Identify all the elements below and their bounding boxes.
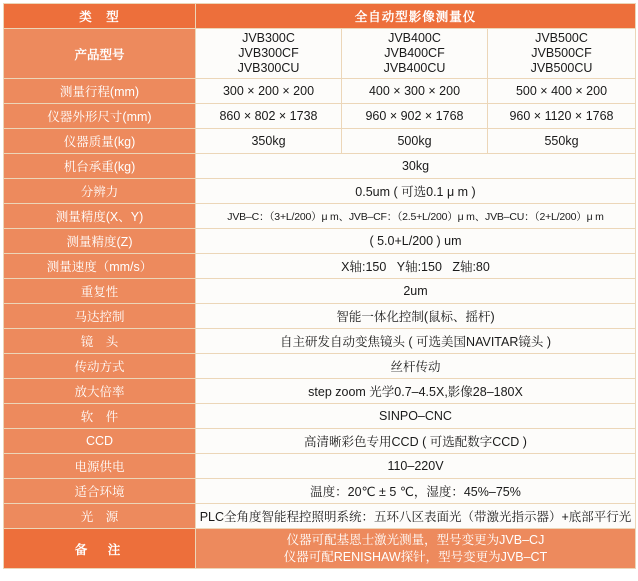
header-row xyxy=(4,4,636,29)
spec-value: 110–220V xyxy=(196,454,636,479)
spec-value: 860 × 802 × 1738 xyxy=(196,104,342,129)
spec-value: 智能一体化控制(鼠标、摇杆) xyxy=(196,304,636,329)
spec-value: 960 × 902 × 1768 xyxy=(342,104,488,129)
spec-label: 仪器质量(kg) xyxy=(4,129,196,154)
spec-label: 测量精度(Z) xyxy=(4,229,196,254)
spec-row-stroke xyxy=(4,79,636,104)
model-name: JVB500CF xyxy=(531,46,592,60)
remarks-label: 备 注 xyxy=(4,529,196,569)
spec-value: 500 × 400 × 200 xyxy=(488,79,636,104)
spec-label: 重复性 xyxy=(4,279,196,304)
spec-label: CCD xyxy=(4,429,196,454)
spec-row xyxy=(4,429,636,454)
spec-row xyxy=(4,454,636,479)
remarks-value xyxy=(196,529,636,569)
spec-row xyxy=(4,204,636,229)
spec-label: 测量行程(mm) xyxy=(4,79,196,104)
spec-value: 500kg xyxy=(342,129,488,154)
spec-label: 仪器外形尺寸(mm) xyxy=(4,104,196,129)
spec-value: 550kg xyxy=(488,129,636,154)
spec-value: 自主研发自动变焦镜头 ( 可选美国NAVITAR镜头 ) xyxy=(196,329,636,354)
spec-value: 30kg xyxy=(196,154,636,179)
spec-label: 马达控制 xyxy=(4,304,196,329)
category-label: 类 型 xyxy=(4,4,196,29)
remark-line: 仪器可配RENISHAW探针，型号变更为JVB–CT xyxy=(283,549,548,564)
spec-value: 丝杆传动 xyxy=(196,354,636,379)
spec-row xyxy=(4,179,636,204)
model-name: JVB400CF xyxy=(384,46,445,60)
model-name: JVB500C xyxy=(535,31,588,45)
model-name: JVB500CU xyxy=(530,61,593,75)
spec-label: 测量速度（mm/s） xyxy=(4,254,196,279)
spec-row xyxy=(4,154,636,179)
model-row xyxy=(4,29,636,79)
spec-row xyxy=(4,504,636,529)
model-name: JVB300C xyxy=(242,31,295,45)
spec-row xyxy=(4,404,636,429)
model-cell-500 xyxy=(488,29,636,79)
spec-value: 960 × 1120 × 1768 xyxy=(488,104,636,129)
spec-row xyxy=(4,379,636,404)
spec-value: 300 × 200 × 200 xyxy=(196,79,342,104)
spec-value: 温度：20℃ ± 5 ℃，湿度：45%–75% xyxy=(196,479,636,504)
spec-row xyxy=(4,354,636,379)
spec-label: 适合环境 xyxy=(4,479,196,504)
spec-label: 镜 头 xyxy=(4,329,196,354)
spec-value: step zoom 光学0.7–4.5X,影像28–180X xyxy=(196,379,636,404)
spec-value: 400 × 300 × 200 xyxy=(342,79,488,104)
spec-row-dimensions xyxy=(4,104,636,129)
spec-label: 放大倍率 xyxy=(4,379,196,404)
spec-value: X轴:150 Y轴:150 Z轴:80 xyxy=(196,254,636,279)
model-name: JVB300CU xyxy=(237,61,300,75)
spec-value: 0.5um ( 可选0.1 μ m ) xyxy=(196,179,636,204)
spec-value: ( 5.0+L/200 ) um xyxy=(196,229,636,254)
model-cell-300 xyxy=(196,29,342,79)
model-name: JVB400C xyxy=(388,31,441,45)
spec-row-weight xyxy=(4,129,636,154)
spec-label: 电源供电 xyxy=(4,454,196,479)
model-name: JVB400CU xyxy=(383,61,446,75)
spec-label: 传动方式 xyxy=(4,354,196,379)
spec-value: 高清晰彩色专用CCD ( 可选配数字CCD ) xyxy=(196,429,636,454)
model-name: JVB300CF xyxy=(238,46,299,60)
remarks-row xyxy=(4,529,636,569)
spec-label: 软 件 xyxy=(4,404,196,429)
spec-row xyxy=(4,279,636,304)
spec-value: 2um xyxy=(196,279,636,304)
remark-line: 仪器可配基恩士激光测量，型号变更为JVB–CJ xyxy=(286,532,545,547)
spec-value: PLC全角度智能程控照明系统：五环八区表面光（带激光指示器）+底部平行光 xyxy=(196,504,636,529)
spec-row xyxy=(4,304,636,329)
spec-table xyxy=(3,3,636,569)
spec-value: SINPO–CNC xyxy=(196,404,636,429)
spec-row xyxy=(4,329,636,354)
spec-label: 测量精度(X、Y) xyxy=(4,204,196,229)
spec-label: 光 源 xyxy=(4,504,196,529)
spec-label: 机台承重(kg) xyxy=(4,154,196,179)
spec-value: JVB–C：（3+L/200）μ m、JVB–CF：（2.5+L/200）μ m、JVB–CU：（2+L/200）μ m xyxy=(196,204,636,229)
spec-label: 分辨力 xyxy=(4,179,196,204)
model-cell-400 xyxy=(342,29,488,79)
product-name: 全自动型影像测量仪 xyxy=(196,4,636,29)
spec-row xyxy=(4,479,636,504)
spec-value: 350kg xyxy=(196,129,342,154)
spec-row xyxy=(4,254,636,279)
spec-row xyxy=(4,229,636,254)
model-label: 产品型号 xyxy=(4,29,196,79)
